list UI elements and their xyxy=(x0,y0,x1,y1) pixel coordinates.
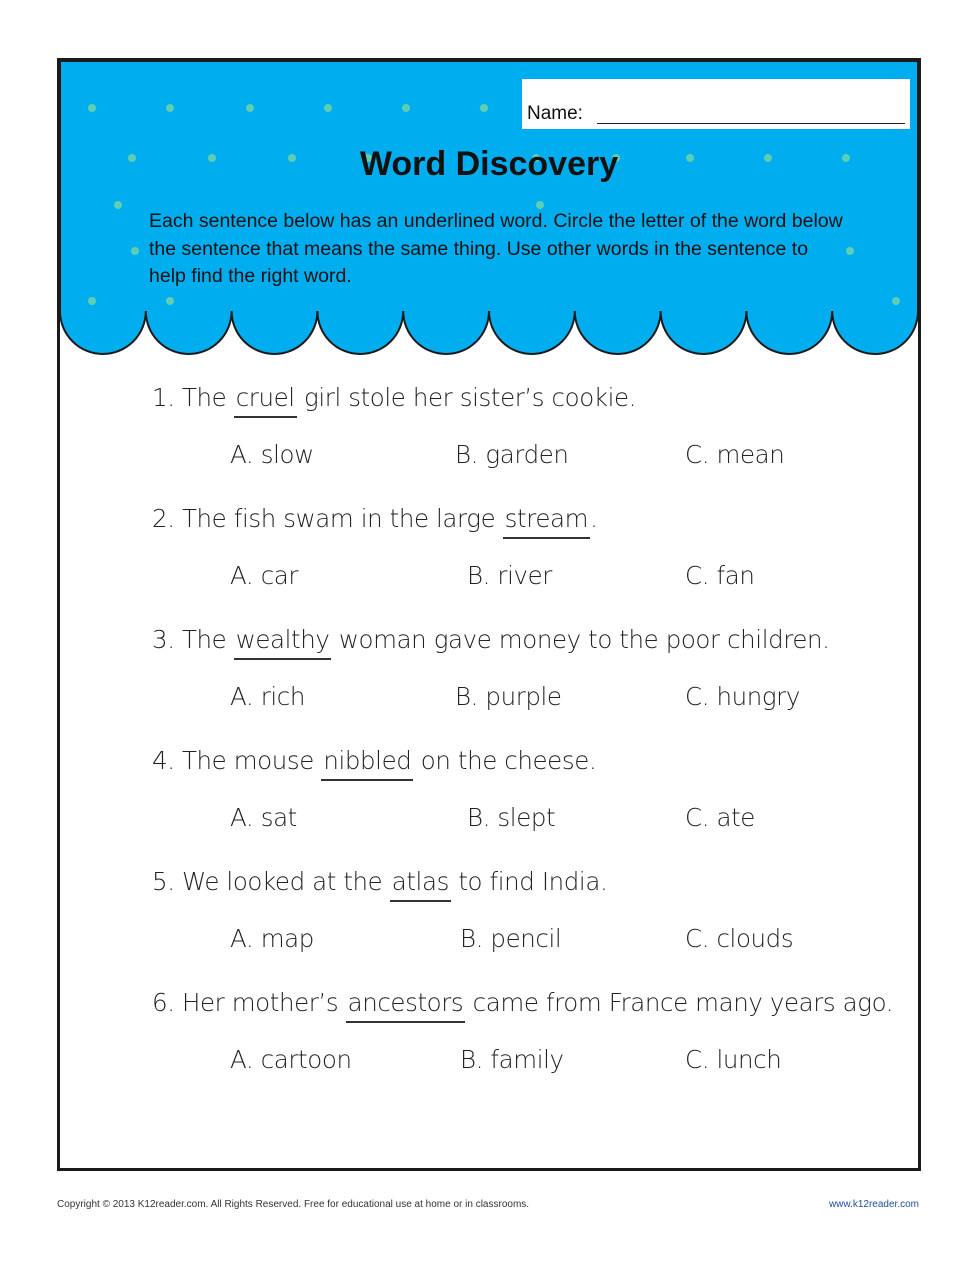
question-sentence xyxy=(152,383,636,412)
question-sentence xyxy=(152,867,607,896)
decorative-dot xyxy=(324,104,332,112)
sentence-text: 1. The xyxy=(152,383,234,412)
underlined-word: atlas xyxy=(390,867,451,902)
decorative-dot xyxy=(402,104,410,112)
decorative-dot xyxy=(88,104,96,112)
sentence-text: girl stole her sister’s cookie. xyxy=(296,383,637,412)
sentence-text: woman gave money to the poor children. xyxy=(331,625,830,654)
underlined-word: nibbled xyxy=(321,746,413,781)
underlined-word: ancestors xyxy=(346,988,466,1023)
question-sentence xyxy=(152,746,596,775)
underlined-word: stream xyxy=(503,504,590,539)
copyright-notice: Copyright © 2013 K12reader.com. All Rights Reserved. Free for educational use at home or in classrooms. xyxy=(57,1199,530,1210)
sentence-text: 5. We looked at the xyxy=(152,867,390,896)
decorative-dot xyxy=(480,104,488,112)
site-link[interactable]: www.k12reader.com xyxy=(828,1199,919,1210)
answer-option[interactable]: B. pencil xyxy=(460,924,562,953)
answer-option[interactable]: A. rich xyxy=(230,682,305,711)
question-sentence xyxy=(152,504,598,533)
question-sentence xyxy=(152,625,830,654)
sentence-text: 2. The fish swam in the large xyxy=(152,504,503,533)
answer-option[interactable]: B. garden xyxy=(455,440,569,469)
instructions-text: Each sentence below has an underlined word. Circle the letter of the word below the sentence that means the same thing. Use other words in the sentence to help find the right word. xyxy=(149,210,843,287)
sentence-text: 4. The mouse xyxy=(152,746,322,775)
name-label: Name: xyxy=(527,103,583,124)
answer-option[interactable]: B. purple xyxy=(455,682,562,711)
decorative-dot xyxy=(88,297,96,305)
decorative-dot xyxy=(246,104,254,112)
sentence-text: . xyxy=(590,504,598,533)
answer-option[interactable]: C. mean xyxy=(685,440,785,469)
answer-option[interactable]: B. slept xyxy=(467,803,556,832)
underlined-word: cruel xyxy=(234,383,297,418)
decorative-dot xyxy=(166,297,174,305)
question-sentence xyxy=(152,988,893,1017)
answer-option[interactable]: C. clouds xyxy=(685,924,794,953)
answer-option[interactable]: A. cartoon xyxy=(230,1045,352,1074)
decorative-dot xyxy=(114,201,122,209)
worksheet-title: Word Discovery xyxy=(359,145,619,183)
answer-option[interactable]: C. lunch xyxy=(685,1045,782,1074)
answer-option[interactable]: A. sat xyxy=(230,803,297,832)
decorative-dot xyxy=(166,104,174,112)
decorative-dot xyxy=(131,247,139,255)
answer-option[interactable]: C. ate xyxy=(685,803,755,832)
answer-option[interactable]: C. hungry xyxy=(685,682,800,711)
worksheet-frame xyxy=(57,58,921,1171)
sentence-text: on the cheese. xyxy=(413,746,597,775)
name-box xyxy=(522,79,910,129)
answer-option[interactable]: C. fan xyxy=(685,561,755,590)
answer-option[interactable]: A. slow xyxy=(230,440,314,469)
sentence-text: to find India. xyxy=(450,867,608,896)
name-write-line[interactable] xyxy=(597,123,905,124)
underlined-word: wealthy xyxy=(234,625,332,660)
answer-option[interactable]: B. family xyxy=(460,1045,564,1074)
sentence-text: came from France many years ago. xyxy=(465,988,894,1017)
sentence-text: 6. Her mother’s xyxy=(152,988,346,1017)
answer-option[interactable]: A. car xyxy=(230,561,299,590)
decorative-dot xyxy=(892,297,900,305)
sentence-text: 3. The xyxy=(152,625,234,654)
answer-option[interactable]: B. river xyxy=(467,561,552,590)
answer-option[interactable]: A. map xyxy=(230,924,314,953)
